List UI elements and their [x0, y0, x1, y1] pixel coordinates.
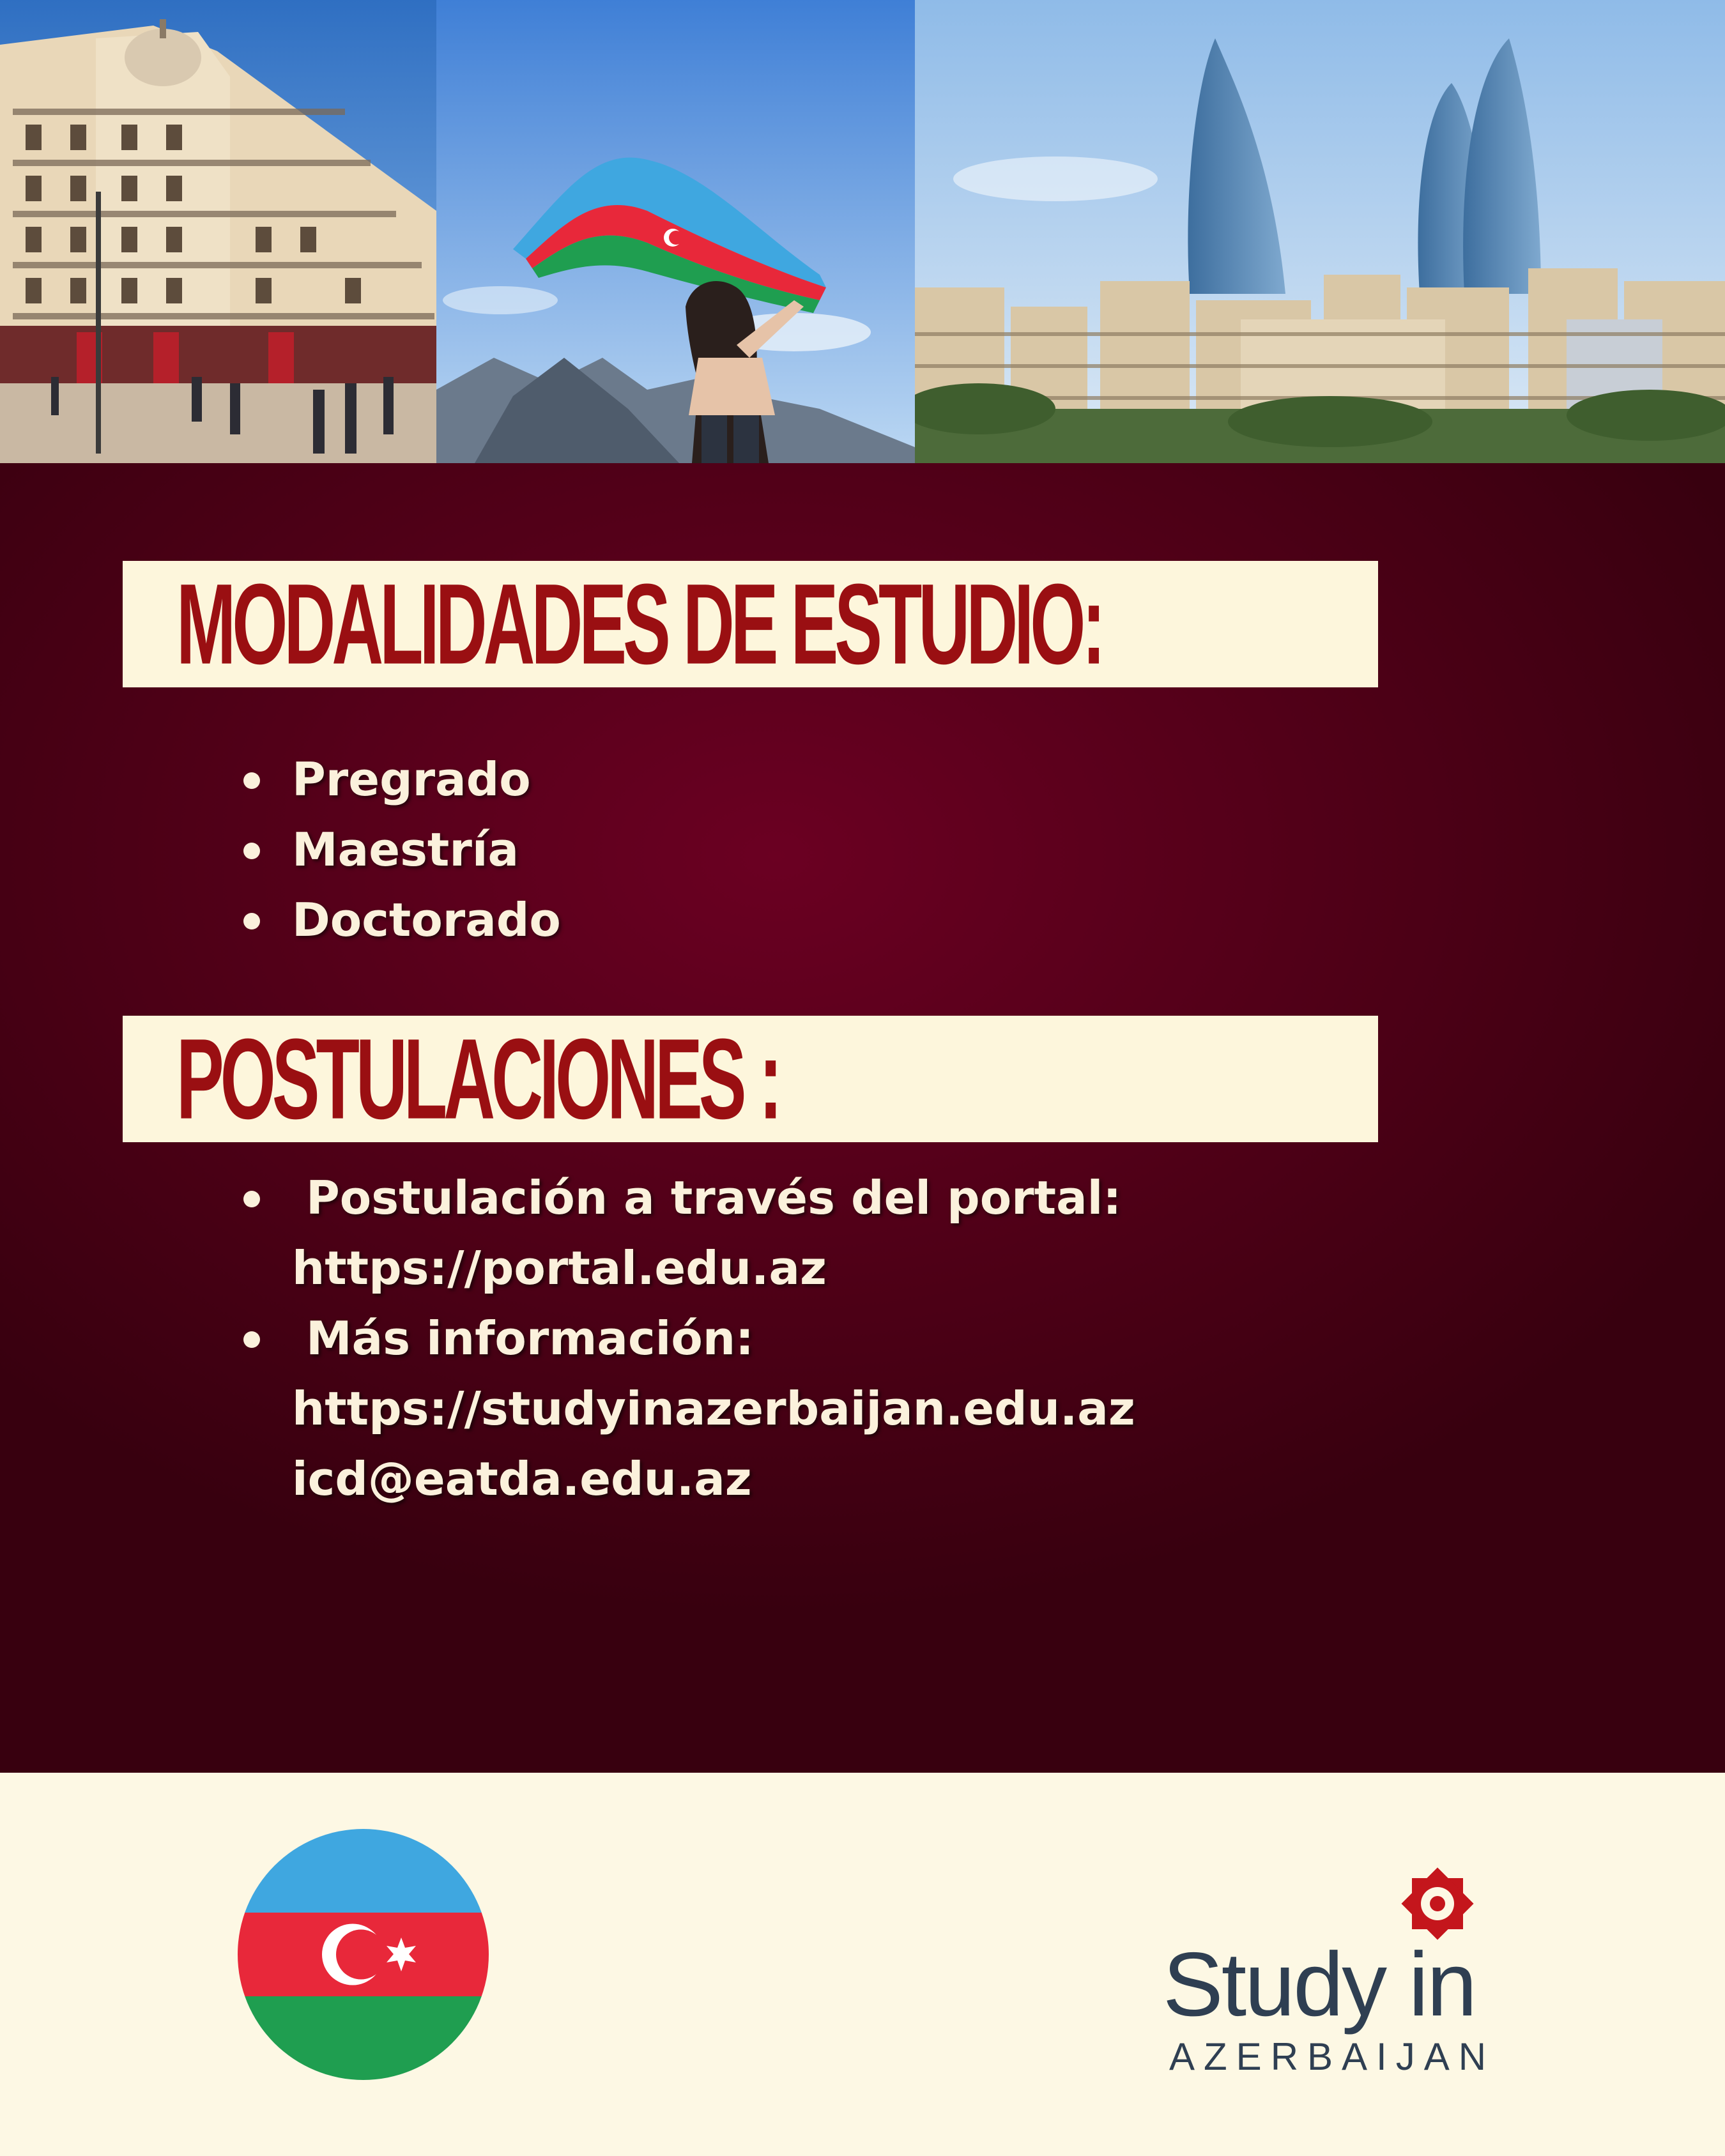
logo-azerbaijan-text: AZERBAIJAN: [1169, 2035, 1496, 2078]
list-item: [292, 1163, 1135, 1303]
photo-strip: [0, 0, 1725, 463]
bullet-icon: [243, 772, 260, 789]
bullet-icon: [243, 1191, 260, 1207]
modalidad-pregrado: Pregrado: [292, 753, 531, 806]
info-panel: [0, 463, 1725, 1773]
footer: [0, 1773, 1725, 2156]
modalidades-list: [292, 744, 561, 955]
list-item: [292, 1303, 1135, 1514]
more-info-label: Más información:: [306, 1311, 754, 1365]
email-link[interactable]: icd@eatda.edu.az: [292, 1452, 752, 1506]
postulaciones-title: POSTULACIONES :: [176, 1015, 779, 1143]
bullet-icon: [243, 843, 260, 859]
bullet-icon: [243, 1331, 260, 1348]
list-item: [292, 744, 561, 814]
postulaciones-list: [292, 1163, 1135, 1514]
portal-link[interactable]: https://portal.edu.az: [292, 1241, 827, 1295]
modalidad-doctorado: Doctorado: [292, 893, 561, 947]
azerbaijan-flag-icon: [238, 1829, 489, 2080]
website-link[interactable]: https://studyinazerbaijan.edu.az: [292, 1382, 1135, 1435]
logo-study-in-text: Study in: [1163, 1934, 1476, 2035]
baku-old-city-street-photo: [0, 0, 436, 463]
portal-label: Postulación a través del portal:: [306, 1171, 1122, 1225]
postulaciones-heading-box: [123, 1016, 1378, 1142]
woman-holding-azerbaijan-flag-photo: [436, 0, 915, 463]
modalidades-title: MODALIDADES DE ESTUDIO:: [176, 560, 1102, 688]
study-in-azerbaijan-logo: [1163, 1856, 1521, 2092]
list-item: [292, 885, 561, 955]
list-item: [292, 814, 561, 885]
bullet-icon: [243, 913, 260, 929]
modalidades-heading-box: [123, 561, 1378, 687]
modalidad-maestria: Maestría: [292, 823, 519, 876]
baku-flame-towers-skyline-photo: [915, 0, 1725, 463]
